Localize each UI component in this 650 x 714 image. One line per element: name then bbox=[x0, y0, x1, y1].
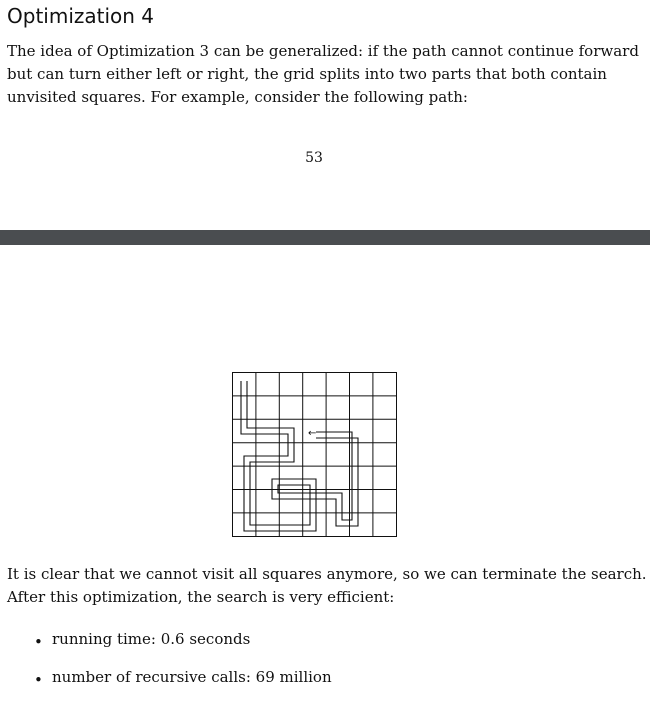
page-number: 53 bbox=[305, 150, 323, 166]
bullet-marker: • bbox=[34, 671, 43, 689]
page-break-divider bbox=[0, 230, 650, 245]
running-time-text: running time: 0.6 seconds bbox=[52, 630, 251, 648]
bullet-marker: • bbox=[34, 633, 43, 651]
conclusion-paragraph: It is clear that we cannot visit all squares anymore, so we can terminate the search. After this optimization, the search is very efficient: bbox=[7, 565, 647, 606]
list-item bbox=[0, 666, 332, 704]
grid-lines bbox=[233, 373, 397, 537]
path-end-arrow: ← bbox=[308, 428, 317, 439]
path-lines bbox=[241, 381, 358, 531]
intro-paragraph: The idea of Optimization 3 can be generalized: if the path cannot continue forward but can turn either left or right, the grid splits into two parts that both contain unvisited squares. For example, consider the following path: bbox=[7, 42, 639, 106]
recursive-calls-text: number of recursive calls: 69 million bbox=[52, 668, 332, 686]
path-grid-figure bbox=[232, 372, 398, 538]
path-outer-line bbox=[241, 381, 358, 531]
list-item bbox=[0, 628, 332, 666]
results-list bbox=[0, 628, 332, 704]
section-title: Optimization 4 bbox=[7, 4, 155, 28]
grid-border bbox=[233, 373, 397, 537]
